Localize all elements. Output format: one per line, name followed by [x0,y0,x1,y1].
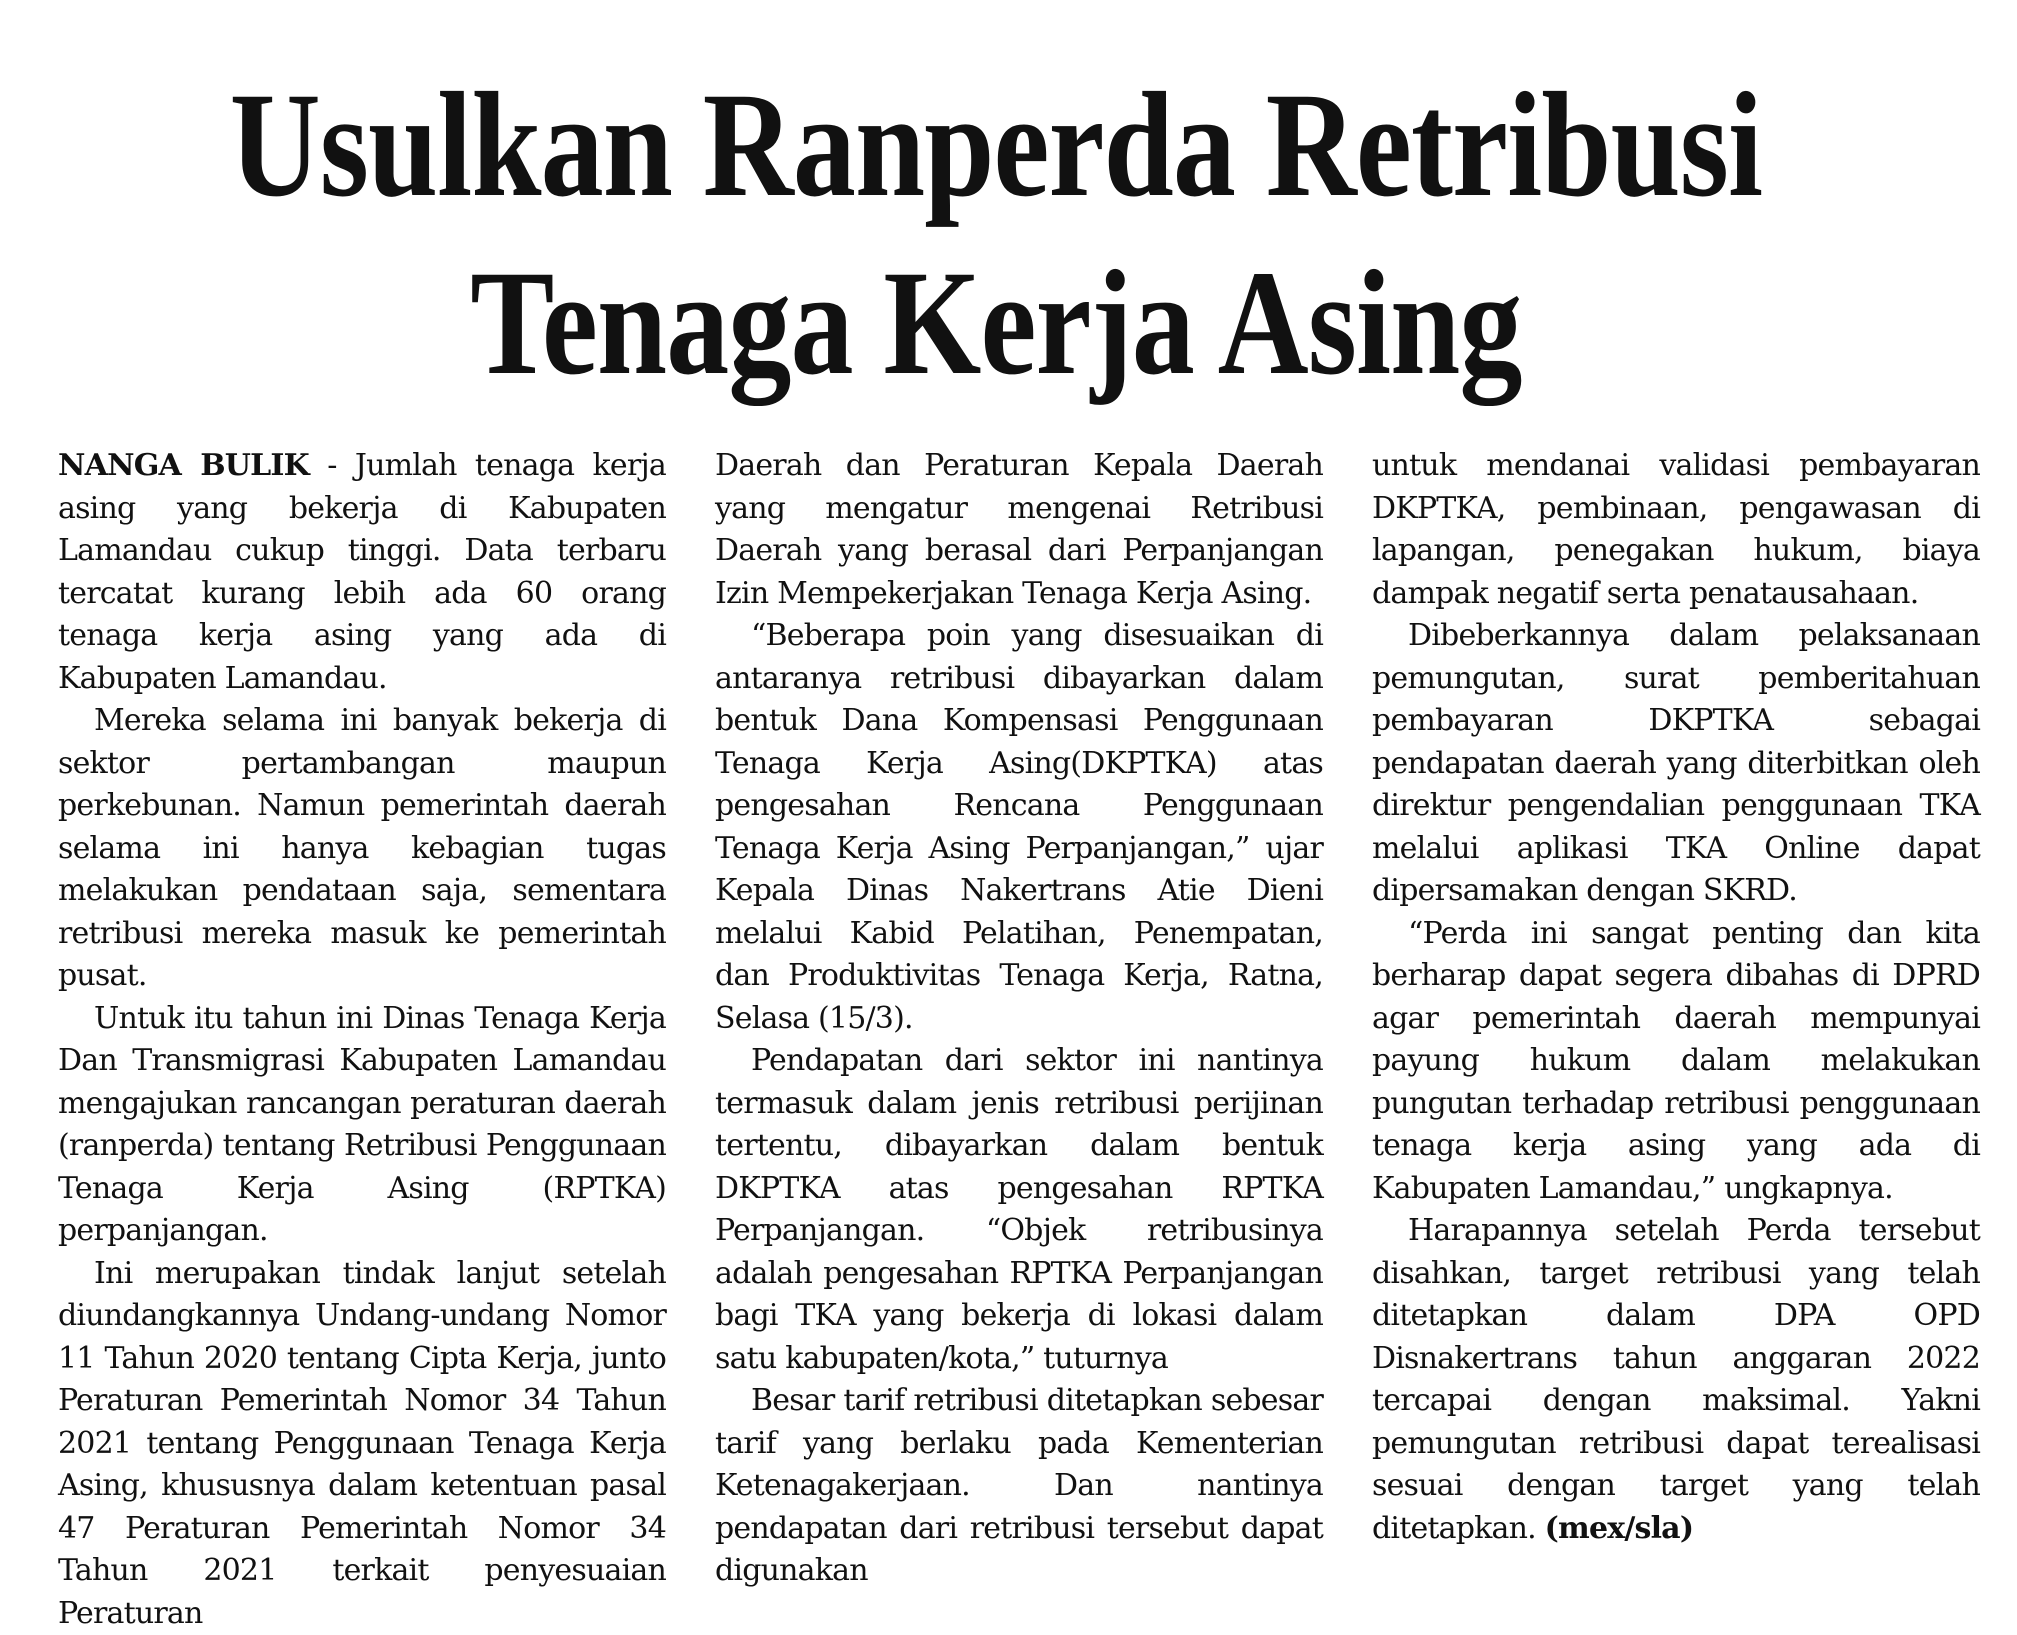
article-body [58,445,1980,1545]
headline-line-2: Tenaga Kerja Asing [149,234,1843,412]
paragraph: Dibeberkannya dalam pelaksanaan pemungutan, surat pemberitahuan pembayaran DKPTKA sebagai pendapatan daerah yang diterbitkan oleh direktur pengendalian penggunaan TKA melalui aplikasi TKA Online dapat dipersamakan dengan SKRD. [1372,615,1980,913]
headline-line-1: Usulkan Ranperda Retribusi [149,56,1843,234]
dateline: NANGA BULIK [58,448,309,483]
paragraph-text: - Jumlah tenaga kerja asing yang bekerja di Kabupaten Lamandau cukup tinggi. Data terbaru tercatat kurang lebih ada 60 orang tenaga kerja asing yang ada di Kabupaten Lamandau. [58,448,666,696]
paragraph: “Perda ini sangat penting dan kita berharap dapat segera dibahas di DPRD agar pemerintah daerah mempunyai payung hukum dalam melakukan pungutan terhadap retribusi penggunaan tenaga kerja asing yang ada di Kabupaten Lamandau,” ungkapnya. [1372,913,1980,1211]
paragraph: Mereka selama ini banyak bekerja di sektor pertambangan maupun perkebunan. Namun pemerintah daerah selama ini hanya kebagian tugas melakukan pendataan saja, sementara retribusi mereka masuk ke pemerintah pusat. [58,700,666,998]
paragraph: Daerah dan Peraturan Kepala Daerah yang mengatur mengenai Retribusi Daerah yang berasal dari Perpanjangan Izin Mempekerjakan Tenaga Kerja Asing. [715,445,1323,615]
paragraph [1372,1210,1980,1550]
article-column-1 [58,445,666,1545]
paragraph: Pendapatan dari sektor ini nantinya termasuk dalam jenis retribusi perijinan tertentu, dibayarkan dalam bentuk DKPTKA atas pengesahan RPTKA Perpanjangan. “Objek retribusinya adalah pengesahan RPTKA Perpanjangan bagi TKA yang bekerja di lokasi dalam satu kabupaten/kota,” tuturnya [715,1040,1323,1380]
paragraph: “Beberapa poin yang disesuaikan di antaranya retribusi dibayarkan dalam bentuk Dana Kompensasi Penggunaan Tenaga Kerja Asing(DKPTKA) atas pengesahan Rencana Penggunaan Tenaga Kerja Asing Perpanjangan,” ujar Kepala Dinas Nakertrans Atie Dieni melalui Kabid Pelatihan, Penempatan, dan Produktivitas Tenaga Kerja, Ratna, Selasa (15/3). [715,615,1323,1040]
paragraph [58,445,666,700]
paragraph-text: Harapannya setelah Perda tersebut disahkan, target retribusi yang telah ditetapkan dalam DPA OPD Disnakertrans tahun anggaran 2022 tercapai dengan maksimal. Yakni pemungutan retribusi dapat terealisasi sesuai dengan target yang telah ditetapkan. [1372,1213,1980,1546]
headline [149,56,1843,412]
author-signoff: (mex/sla) [1545,1511,1694,1546]
paragraph: Besar tarif retribusi ditetapkan sebesar tarif yang berlaku pada Kementerian Ketenagakerjaan. Dan nantinya pendapatan dari retribusi tersebut dapat digunakan [715,1380,1323,1593]
paragraph: Untuk itu tahun ini Dinas Tenaga Kerja Dan Transmigrasi Kabupaten Lamandau mengajukan rancangan peraturan daerah (ranperda) tentang Retribusi Penggunaan Tenaga Kerja Asing (RPTKA) perpanjangan. [58,998,666,1253]
paragraph: untuk mendanai validasi pembayaran DKPTKA, pembinaan, pengawasan di lapangan, penegakan hukum, biaya dampak negatif serta penatausahaan. [1372,445,1980,615]
article-column-2 [715,445,1323,1545]
article-column-3 [1372,445,1980,1545]
paragraph: Ini merupakan tindak lanjut setelah diundangkannya Undang-undang Nomor 11 Tahun 2020 tentang Cipta Kerja, junto Peraturan Pemerintah Nomor 34 Tahun 2021 tentang Penggunaan Tenaga Kerja Asing, khususnya dalam ketentuan pasal 47 Peraturan Pemerintah Nomor 34 Tahun 2021 terkait penyesuaian Peraturan [58,1253,666,1635]
